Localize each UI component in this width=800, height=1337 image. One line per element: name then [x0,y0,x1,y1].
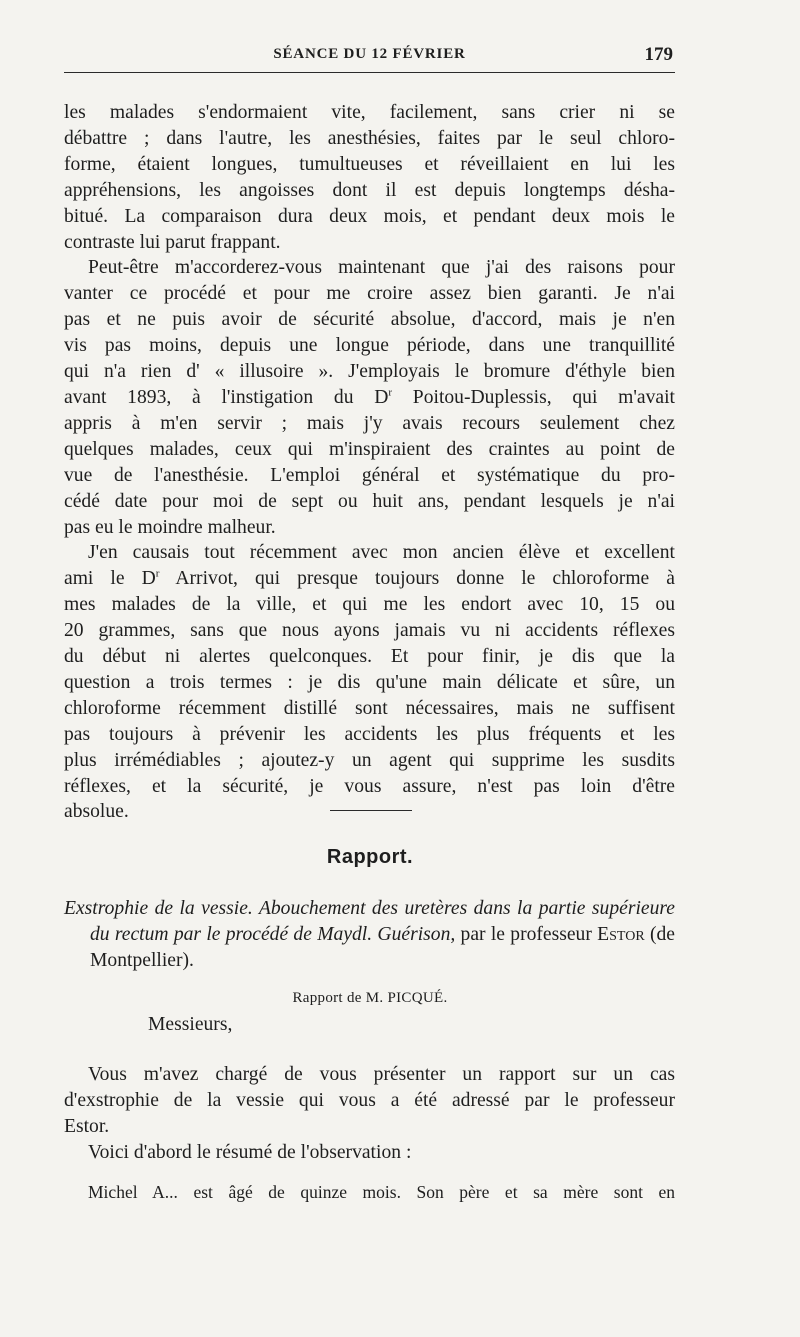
superscript: r [388,386,393,399]
text-run: par le professeur [455,923,598,945]
running-title: SÉANCE DU 12 FÉVRIER [273,46,466,62]
paragraph-2-line-8: quelques malades, ceux qui m'inspiraient des craintes au point de [64,438,675,460]
section-divider [330,810,412,811]
paragraph-3-line-3: mes malades de la ville, et qui me les endort avec 10, 15 ou [64,594,675,616]
salutation: Messieurs, [148,1014,233,1035]
paragraph-2-line-5: qui n'a rien d' « illusoire ». J'employais le bromure d'éthyle bien [64,361,675,383]
main-text [64,100,675,825]
report-title [64,896,675,974]
report-text [64,1062,675,1166]
paragraph-1-line-1: les malades s'endormaient vite, facilement, sans crier ni se [64,102,675,123]
paragraph-2-line-4: vis pas moins, depuis une longue période, dans une tranquillité [64,335,675,357]
text-run: avant 1893, à l'instigation du D [64,386,389,408]
section-title: Rapport. [326,846,414,868]
observation-text [64,1180,675,1206]
paragraph-2-line-6 [64,385,675,411]
paragraph-3-line-10: réflexes, et la sécurité, je vous assure, n'est pas loin d'être [64,775,675,797]
report-paragraph-1-line-3: Estor. [64,1115,110,1137]
observation-line-1: Michel A... est âgé de quinze mois. Son père et sa mère sont en [88,1182,675,1202]
paragraph-2-line-10: cédé date pour moi de sept ou huit ans, pendant lesquels je n'ai [64,490,675,512]
paragraph-2-line-7: appris à m'en servir ; mais j'y avais recours seulement chez [64,412,675,434]
text-run: (de Montpellier). [90,923,675,971]
report-author: Estor [597,923,645,945]
paragraph-3-line-7: chloroforme récemment distillé sont nécessaires, mais ne suffisent [64,697,675,719]
paragraph-1-line-4: appréhensions, les angoisses dont il est depuis longtemps désha- [64,179,675,201]
paragraph-3-line-5: du début ni alertes quelconques. Et pour finir, je dis que la [64,646,675,668]
paragraph-2-line-2: vanter ce procédé et pour me croire assez bien garanti. Je n'ai [64,283,675,305]
report-paragraph-1-line-1: Vous m'avez chargé de vous présenter un rapport sur un cas [88,1064,675,1085]
text-run: Arrivot, qui presque toujours donne le chloroforme à [159,568,675,590]
paragraph-3-line-11: absolue. [64,801,129,823]
paragraph-3-line-9: plus irrémédiables ; ajoutez-y un agent qui supprime les susdits [64,749,675,771]
superscript: r [155,567,160,580]
paragraph-2-line-3: pas et ne puis avoir de sécurité absolue, d'accord, mais je n'en [64,309,675,331]
paragraph-2-line-1: Peut-être m'accorderez-vous maintenant que j'ai des raisons pour [88,257,675,279]
paragraph-3-line-6: question a trois termes : je dis qu'une main délicate et sûre, un [64,671,675,693]
paragraph-1-line-5: bitué. La comparaison dura deux mois, et pendant deux mois le [64,205,675,227]
report-paragraph-1-line-2: d'exstrophie de la vessie qui vous a été adressé par le professeur [64,1089,675,1111]
text-run: ami le D [64,568,156,590]
rapporteur: Rapport de M. PICQUÉ. [292,990,448,1006]
paragraph-3-line-1: J'en causais tout récemment avec mon ancien élève et excellent [88,542,675,564]
text-run: Poitou-Duplessis, qui m'avait [392,386,675,408]
paragraph-1-line-3: forme, étaient longues, tumultueuses et réveillaient en lui les [64,153,675,175]
paragraph-3-line-4: 20 grammes, sans que nous ayons jamais vu ni accidents réflexes [64,620,675,642]
paragraph-1-line-6: contraste lui parut frappant. [64,231,281,253]
paragraph-1-line-2: débattre ; dans l'autre, les anesthésies, faites par le seul chloro- [64,127,675,149]
report-subject: Exstrophie de la vessie. Abouchement des uretères dans la partie supérieure du rectum par le procédé de Maydl. Guérison, [64,898,675,945]
report-title-text [64,896,675,974]
paragraph-2-line-11: pas eu le moindre malheur. [64,516,276,538]
page-number: 179 [644,44,673,65]
report-paragraph-2: Voici d'abord le résumé de l'observation : [88,1141,412,1163]
paragraph-2-line-9: vue de l'anesthésie. L'emploi général et systématique du pro- [64,464,675,486]
paragraph-3-line-8: pas toujours à prévenir les accidents les plus fréquents et les [64,723,675,745]
paragraph-3-line-2 [64,566,675,592]
page-header [64,38,675,73]
